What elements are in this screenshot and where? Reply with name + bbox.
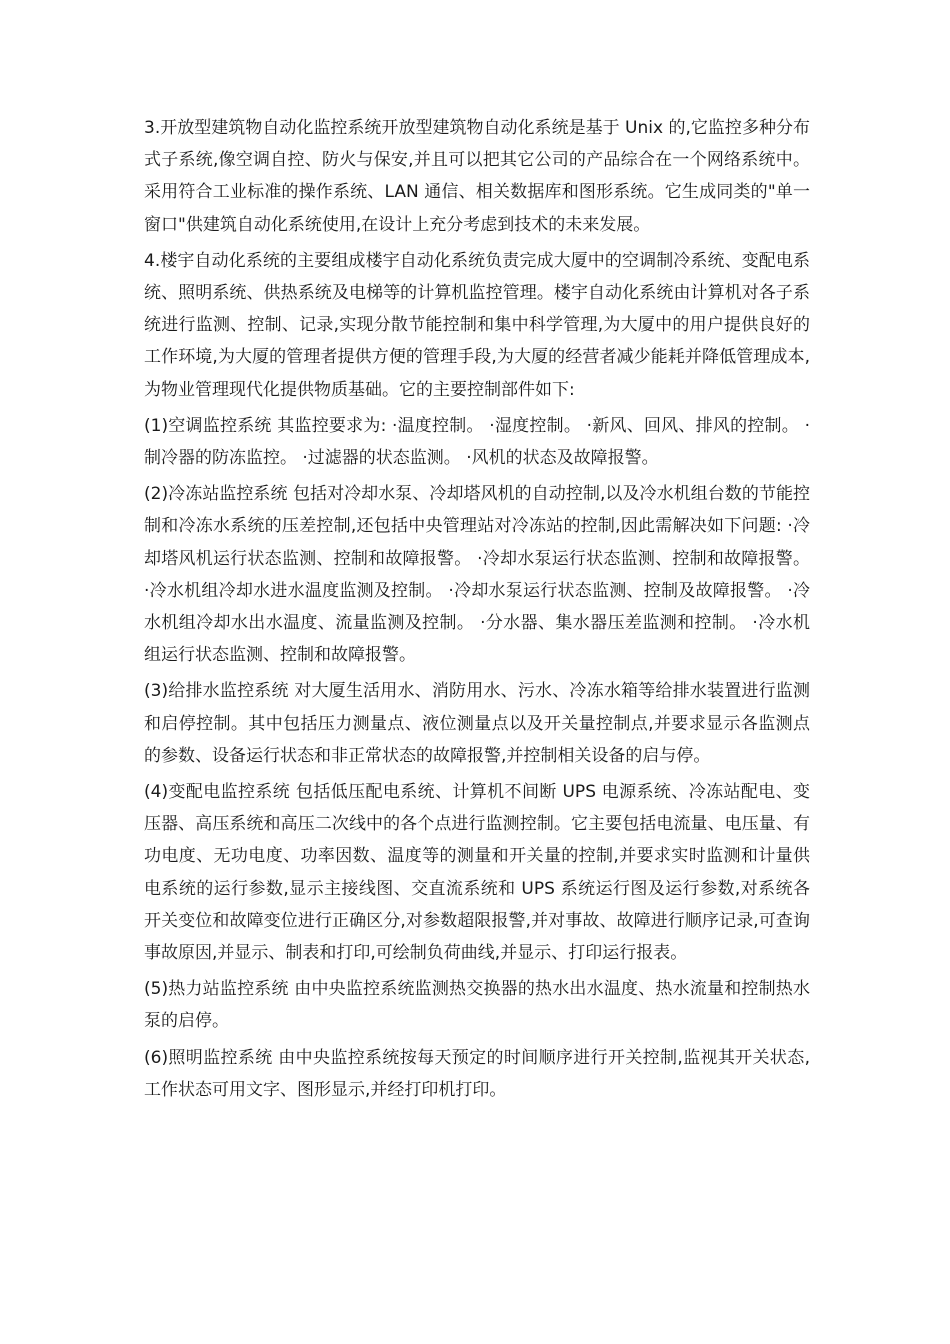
paragraph-chiller-station-monitoring: (2)冷冻站监控系统 包括对冷却水泵、冷却塔风机的自动控制,以及冷水机组台数的节能控制和冷冻水系统的压差控制,还包括中央管理站对冷冻站的控制,因此需解决如下问题: ·冷却塔风机运行状态监测、控制和故障报警。 ·冷却水泵运行状态监测、控制和故障报警。 ·冷水机组冷却水进水温度监测及控制。 ·冷却水泵运行状态监测、控制及故障报警。 ·冷水机组冷却水出水温度、流量监测及控制。 ·分水器、集水器压差监测和控制。 ·冷水机组运行状态监测、控制和故障报警。 — [144, 484, 810, 666]
paragraph-lighting-monitoring: (6)照明监控系统 由中央监控系统按每天预定的时间顺序进行开关控制,监视其开关状态,工作状态可用文字、图形显示,并经打印机打印。 — [144, 1047, 810, 1100]
paragraph-hvac-monitoring: (1)空调监控系统 其监控要求为: ·温度控制。 ·湿度控制。 ·新风、回风、排风的控制。 ·制冷器的防冻监控。 ·过滤器的状态监测。 ·风机的状态及故障报警。 — [144, 415, 810, 469]
document-body — [144, 112, 810, 1110]
paragraph-water-supply-monitoring: (3)给排水监控系统 对大厦生活用水、消防用水、污水、冷冻水箱等给排水装置进行监测和启停控制。其中包括压力测量点、液位测量点以及开关量控制点,并要求显示各监测点的参数、设备运行状态和非正常状态的故障报警,并控制相关设备的启与停。 — [144, 681, 810, 766]
paragraph-open-building-automation: 3.开放型建筑物自动化监控系统开放型建筑物自动化系统是基于 Unix 的,它监控多种分布式子系统,像空调自控、防火与保安,并且可以把其它公司的产品综合在一个网络系统中。采用符合工业标准的操作系统、LAN 通信、相关数据库和图形系统。它生成同类的"单一窗口"供建筑自动化系统使用,在设计上充分考虑到技术的未来发展。 — [144, 118, 810, 235]
paragraph-heating-station-monitoring: (5)热力站监控系统 由中央监控系统监测热交换器的热水出水温度、热水流量和控制热水泵的启停。 — [144, 979, 810, 1032]
paragraph-power-distribution-monitoring: (4)变配电监控系统 包括低压配电系统、计算机不间断 UPS 电源系统、冷冻站配电、变压器、高压系统和高压二次线中的各个点进行监测控制。它主要包括电流量、电压量、有功电度、无功电度、功率因数、温度等的测量和开关量的控制,并要求实时监测和计量供电系统的运行参数,显示主接线图、交直流系统和 UPS 系统运行图及运行参数,对系统各开关变位和故障变位进行正确区分,对参数超限报警,并对事故、故障进行顺序记录,可查询事故原因,并显示、制表和打印,可绘制负荷曲线,并显示、打印运行报表。 — [144, 782, 810, 964]
paragraph-building-automation-components: 4.楼宇自动化系统的主要组成楼宇自动化系统负责完成大厦中的空调制冷系统、变配电系统、照明系统、供热系统及电梯等的计算机监控管理。楼宇自动化系统由计算机对各子系统进行监测、控制、记录,实现分散节能控制和集中科学管理,为大厦中的用户提供良好的工作环境,为大厦的管理者提供方便的管理手段,为大厦的经营者减少能耗并降低管理成本,为物业管理现代化提供物质基础。它的主要控制部件如下: — [144, 250, 810, 400]
